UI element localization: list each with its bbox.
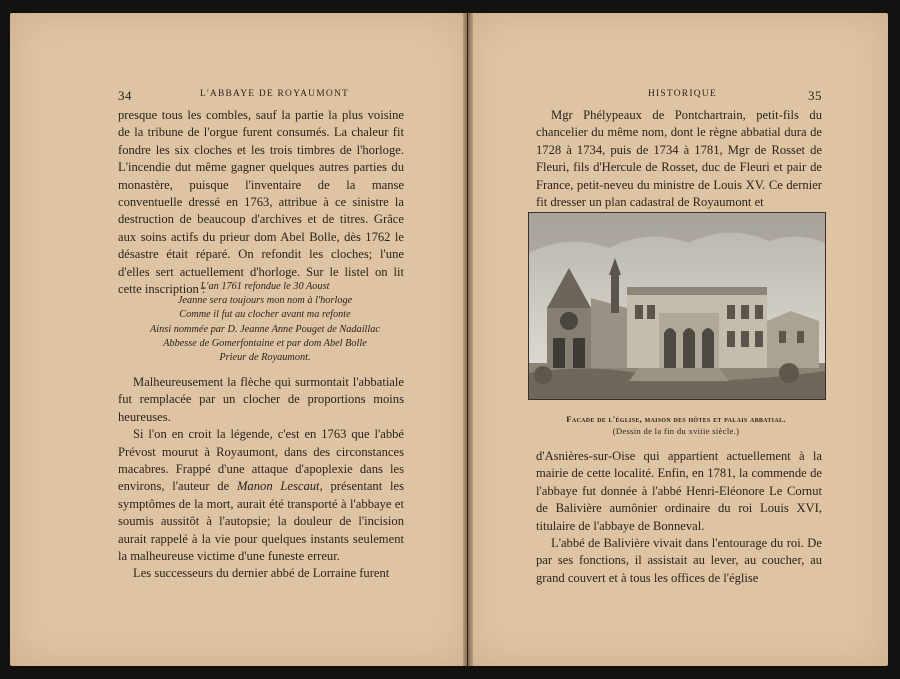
left-text-block-1 [118,107,404,298]
left-running-title: L'ABBAYE DE ROYAUMONT [200,89,350,99]
inscription-line: Jeanne sera toujours mon nom à l'horloge [177,295,353,307]
book-title-manon-lescaut: Manon Lescaut [236,479,320,494]
right-page-number: 35 [808,88,822,103]
left-paragraph-3 [118,426,404,565]
left-paragraph-4: Les successeurs du dernier abbé de Lorraine furent [133,566,390,581]
left-paragraph-3-end: , présentant les symptômes de la mort, aurait été transporté à l'abbaye et soumis aussitôt à l'autopsie; la douleur de l'incision aurait rappelé à la vie pour quelques instants seulement la malheureuse victime d'une funeste erreur. [118,479,404,564]
left-paragraph-1: presque tous les combles, sauf la partie la plus voisine de la tribune de l'orgue furent consumés. La chaleur fit fondre les six cloches et les trois timbres de l'horloge. L'incendie dut même gagner quelques autres parties du monastère, puisque l'inventaire de la manse conventuelle dressé en 1763, attribue à ce sinistre la destruction de beaucoup d'archives et de titres. Grâce aux soins actifs du prieur dom Abel Bolle, dès 1762 le désastre était réparé. On refondit les cloches; l'une d'elles sert actuellement d'horloge. Sur le listel on lit cette inscription : [118,108,404,297]
left-paragraph-2: Malheureusement la flèche qui surmontait l'abbatiale fut remplacée par un clocher de proportions moins heureuses. [118,375,404,424]
caption-title: Facade de l'église, maison des hôtes et palais abbatial. [566,414,786,424]
inscription-line: Abbesse de Gomerfontaine et par dom Abel Bolle [163,337,367,349]
engraving-illustration [529,213,825,399]
right-text-block-1 [536,107,822,211]
inscription-line: Ainsi nommée par D. Jeanne Anne Pouget de Nadaillac [149,323,380,335]
right-text-block-2 [536,448,822,587]
left-paragraph-3-start: Si l'on en croit la légende, c'est en 1763 que l'abbé Prévost mourut à Royaumont, dans des circonstances macabres. Frappé d'une attaque d'apoplexie dans les environs, l'auteur de [118,427,404,494]
left-text-block-2 [118,374,404,583]
book-gutter [463,13,473,666]
right-running-title: HISTORIQUE [648,89,717,99]
inscription-line: L'an 1761 refondue le 30 Aoust [200,281,330,292]
inscription-line: Comme il fut au clocher avant ma refonte [179,309,351,321]
bell-inscription [120,280,410,365]
left-page-number: 34 [118,88,132,103]
left-running-head [118,88,408,104]
engraving-caption [528,413,824,437]
right-paragraph-1: Mgr Phélypeaux de Pontchartrain, petit-fils du chancelier du même nom, dont le règne abbatial dura de 1728 à 1734, puis de 1734 à 1781, Mgr de Rosset de Fleuri, fils d'Hercule de Rosset, duc de Fleuri et pair de France, petit-neveu du ministre de Louis XV. Ce dernier fit dresser un plan cadastral de Royaumont et [536,108,822,210]
right-paragraph-3: L'abbé de Balivière vivait dans l'entourage du roi. De par ses fonctions, il assistait au lever, au coucher, au grand couvert et à tous les offices de l'église [536,536,822,585]
inscription-line: Prieur de Royaumont. [219,352,311,364]
right-paragraph-2: d'Asnières-sur-Oise qui appartient actuellement à la mairie de cette localité. Enfin, en 1781, la commende de l'abbaye fut donnée à l'abbé Henri-Eléonore Le Cornut de Balivière aumônier ordinaire du roi Louis XVI, titulaire de l'abbaye de Bonneval. [536,449,822,533]
caption-subtitle: (Dessin de la fin du xviiie siècle.) [612,426,740,436]
abbey-facade-engraving [528,212,826,400]
